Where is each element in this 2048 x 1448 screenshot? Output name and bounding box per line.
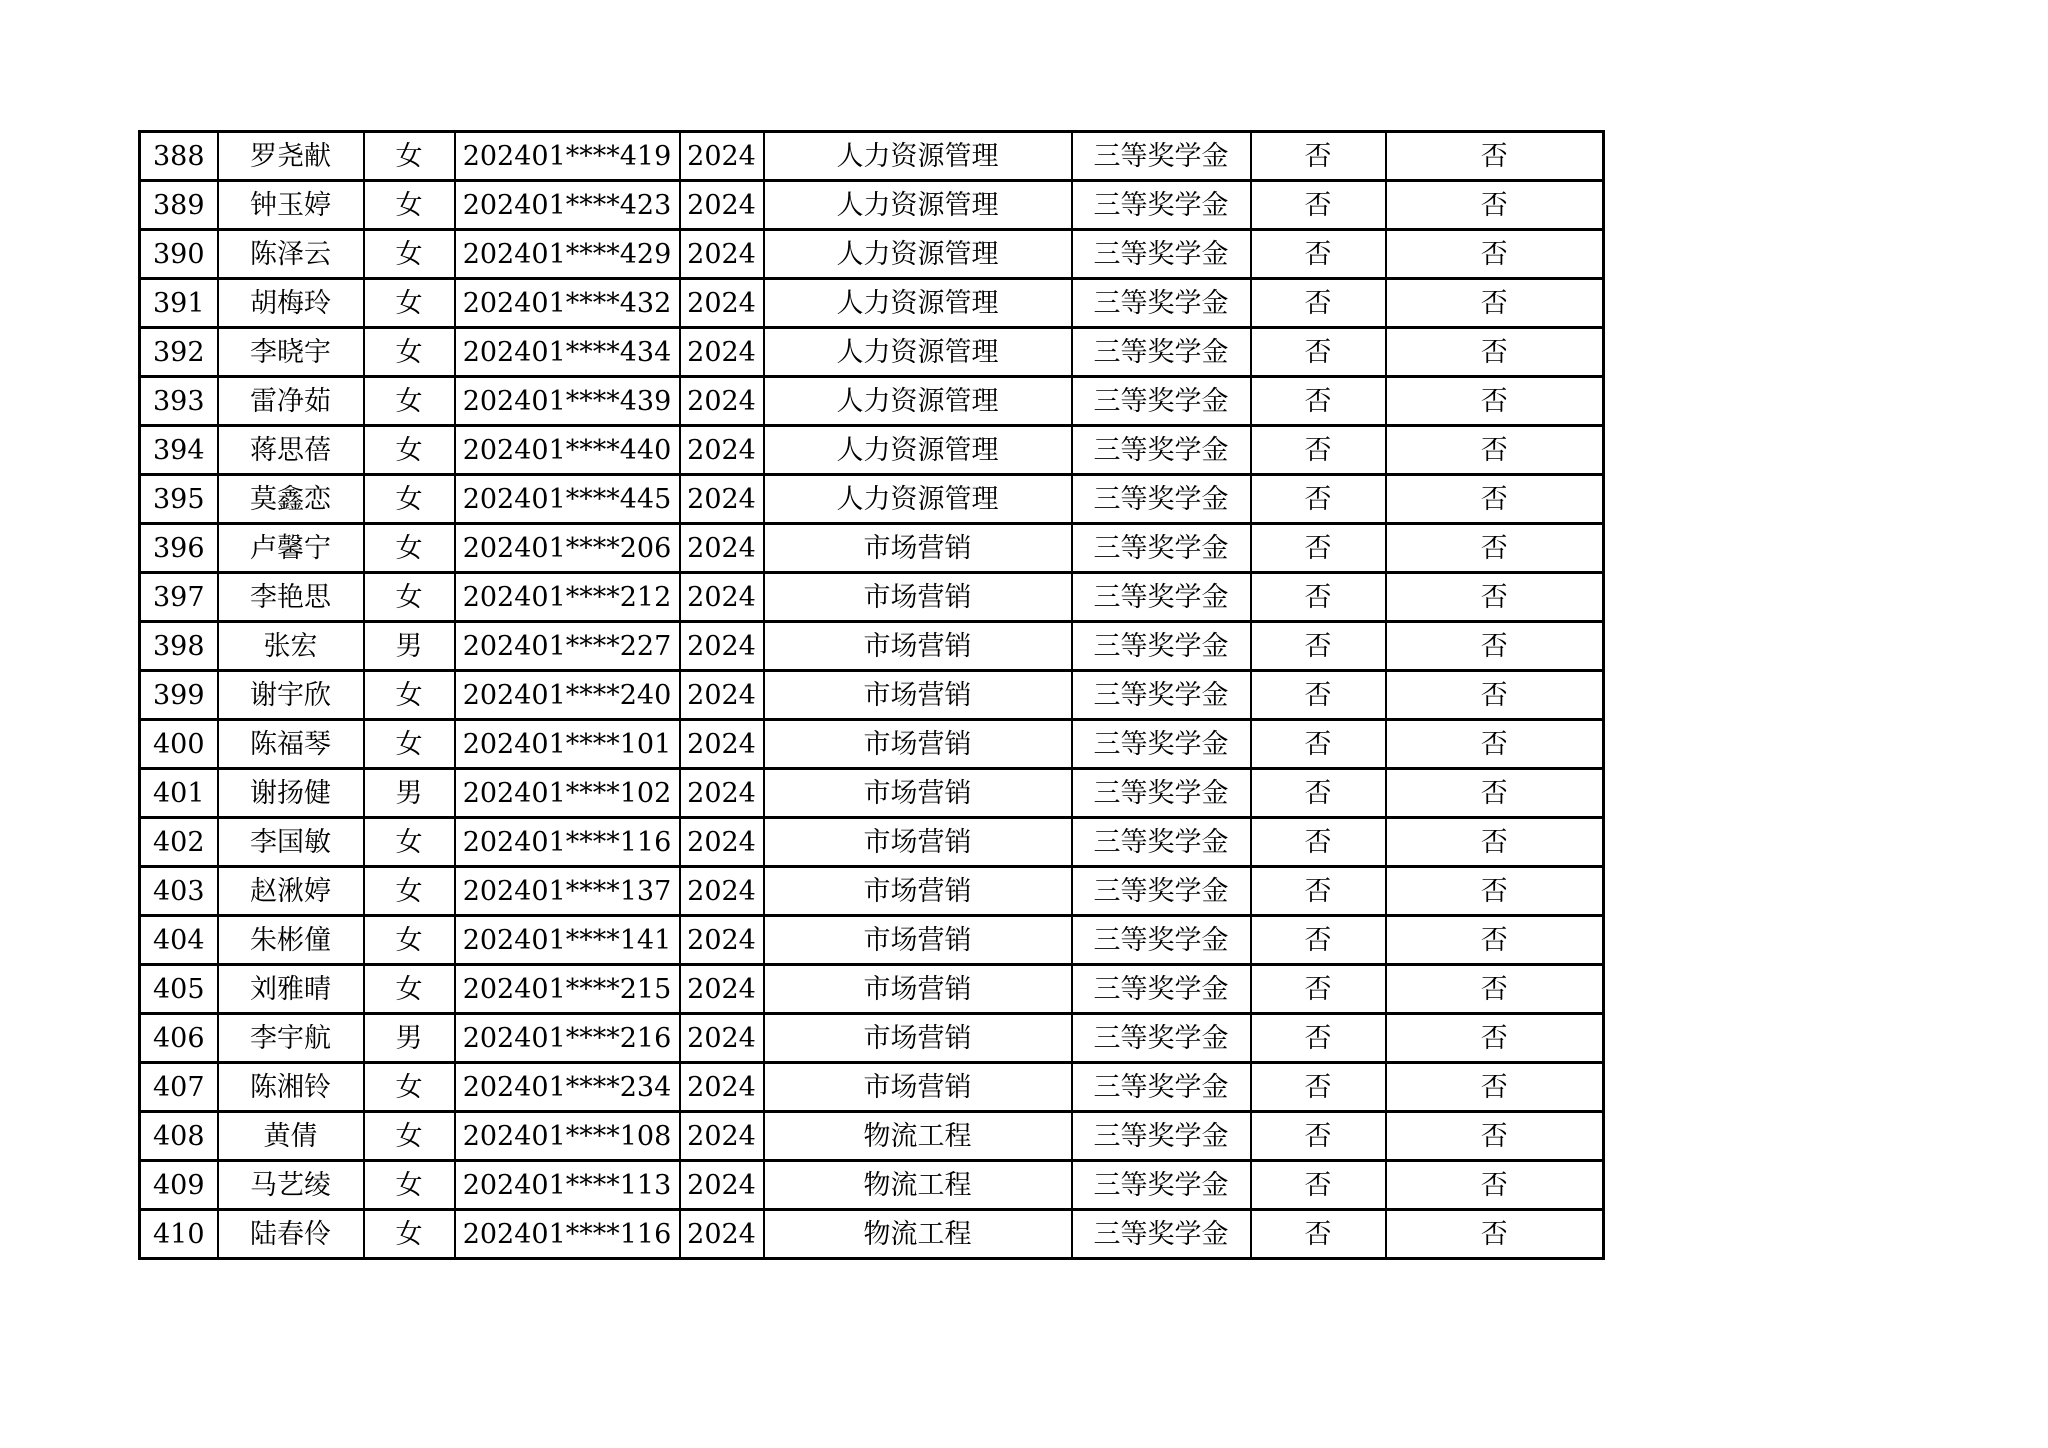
major-cell: 市场营销 [764, 524, 1072, 573]
flag-a-cell: 否 [1251, 1063, 1386, 1112]
enrollment-year-cell: 2024 [680, 181, 764, 230]
row-number-cell: 401 [140, 769, 218, 818]
row-number-cell: 399 [140, 671, 218, 720]
gender-cell: 女 [364, 377, 455, 426]
major-cell: 人力资源管理 [764, 426, 1072, 475]
flag-b-cell: 否 [1386, 328, 1604, 377]
enrollment-year-cell: 2024 [680, 1014, 764, 1063]
award-level-cell: 三等奖学金 [1072, 769, 1251, 818]
enrollment-year-cell: 2024 [680, 377, 764, 426]
enrollment-year-cell: 2024 [680, 1063, 764, 1112]
row-number-cell: 396 [140, 524, 218, 573]
flag-b-cell: 否 [1386, 181, 1604, 230]
student-name-cell: 谢扬健 [218, 769, 364, 818]
enrollment-year-cell: 2024 [680, 426, 764, 475]
student-id-cell: 202401****432 [455, 279, 680, 328]
major-cell: 市场营销 [764, 573, 1072, 622]
table-row [140, 132, 1604, 181]
scholarship-table-body [140, 132, 1604, 1259]
student-name-cell: 赵湫婷 [218, 867, 364, 916]
gender-cell: 女 [364, 818, 455, 867]
major-cell: 市场营销 [764, 1014, 1072, 1063]
gender-cell: 女 [364, 279, 455, 328]
award-level-cell: 三等奖学金 [1072, 965, 1251, 1014]
student-id-cell: 202401****116 [455, 818, 680, 867]
student-name-cell: 陈泽云 [218, 230, 364, 279]
student-name-cell: 雷净茹 [218, 377, 364, 426]
enrollment-year-cell: 2024 [680, 1112, 764, 1161]
enrollment-year-cell: 2024 [680, 671, 764, 720]
major-cell: 人力资源管理 [764, 377, 1072, 426]
award-level-cell: 三等奖学金 [1072, 867, 1251, 916]
major-cell: 市场营销 [764, 671, 1072, 720]
table-row [140, 867, 1604, 916]
award-level-cell: 三等奖学金 [1072, 622, 1251, 671]
row-number-cell: 400 [140, 720, 218, 769]
major-cell: 市场营销 [764, 769, 1072, 818]
flag-b-cell: 否 [1386, 573, 1604, 622]
student-name-cell: 蒋思蓓 [218, 426, 364, 475]
table-row [140, 1161, 1604, 1210]
student-id-cell: 202401****137 [455, 867, 680, 916]
enrollment-year-cell: 2024 [680, 524, 764, 573]
student-id-cell: 202401****434 [455, 328, 680, 377]
table-row [140, 818, 1604, 867]
major-cell: 市场营销 [764, 622, 1072, 671]
student-id-cell: 202401****206 [455, 524, 680, 573]
student-id-cell: 202401****101 [455, 720, 680, 769]
gender-cell: 女 [364, 965, 455, 1014]
gender-cell: 女 [364, 230, 455, 279]
flag-a-cell: 否 [1251, 1161, 1386, 1210]
table-row [140, 965, 1604, 1014]
flag-a-cell: 否 [1251, 1210, 1386, 1259]
gender-cell: 男 [364, 769, 455, 818]
award-level-cell: 三等奖学金 [1072, 1210, 1251, 1259]
flag-b-cell: 否 [1386, 1161, 1604, 1210]
flag-a-cell: 否 [1251, 1014, 1386, 1063]
student-id-cell: 202401****212 [455, 573, 680, 622]
row-number-cell: 405 [140, 965, 218, 1014]
major-cell: 人力资源管理 [764, 328, 1072, 377]
gender-cell: 女 [364, 1063, 455, 1112]
table-row [140, 1014, 1604, 1063]
gender-cell: 男 [364, 1014, 455, 1063]
student-name-cell: 钟玉婷 [218, 181, 364, 230]
row-number-cell: 404 [140, 916, 218, 965]
flag-b-cell: 否 [1386, 1063, 1604, 1112]
enrollment-year-cell: 2024 [680, 769, 764, 818]
gender-cell: 女 [364, 524, 455, 573]
enrollment-year-cell: 2024 [680, 818, 764, 867]
row-number-cell: 408 [140, 1112, 218, 1161]
flag-b-cell: 否 [1386, 622, 1604, 671]
row-number-cell: 393 [140, 377, 218, 426]
major-cell: 市场营销 [764, 916, 1072, 965]
award-level-cell: 三等奖学金 [1072, 426, 1251, 475]
gender-cell: 女 [364, 132, 455, 181]
flag-a-cell: 否 [1251, 181, 1386, 230]
table-row [140, 475, 1604, 524]
student-id-cell: 202401****141 [455, 916, 680, 965]
row-number-cell: 395 [140, 475, 218, 524]
enrollment-year-cell: 2024 [680, 867, 764, 916]
table-row [140, 426, 1604, 475]
student-name-cell: 李晓宇 [218, 328, 364, 377]
award-level-cell: 三等奖学金 [1072, 230, 1251, 279]
flag-b-cell: 否 [1386, 916, 1604, 965]
major-cell: 市场营销 [764, 867, 1072, 916]
enrollment-year-cell: 2024 [680, 279, 764, 328]
award-level-cell: 三等奖学金 [1072, 328, 1251, 377]
student-id-cell: 202401****445 [455, 475, 680, 524]
row-number-cell: 403 [140, 867, 218, 916]
flag-b-cell: 否 [1386, 475, 1604, 524]
major-cell: 市场营销 [764, 720, 1072, 769]
award-level-cell: 三等奖学金 [1072, 181, 1251, 230]
table-row [140, 671, 1604, 720]
flag-a-cell: 否 [1251, 965, 1386, 1014]
major-cell: 人力资源管理 [764, 132, 1072, 181]
gender-cell: 女 [364, 720, 455, 769]
flag-b-cell: 否 [1386, 965, 1604, 1014]
flag-a-cell: 否 [1251, 671, 1386, 720]
flag-b-cell: 否 [1386, 769, 1604, 818]
flag-b-cell: 否 [1386, 671, 1604, 720]
row-number-cell: 392 [140, 328, 218, 377]
student-name-cell: 李艳思 [218, 573, 364, 622]
student-id-cell: 202401****234 [455, 1063, 680, 1112]
major-cell: 市场营销 [764, 965, 1072, 1014]
table-row [140, 328, 1604, 377]
student-id-cell: 202401****215 [455, 965, 680, 1014]
table-row [140, 279, 1604, 328]
award-level-cell: 三等奖学金 [1072, 573, 1251, 622]
row-number-cell: 398 [140, 622, 218, 671]
gender-cell: 女 [364, 671, 455, 720]
award-level-cell: 三等奖学金 [1072, 132, 1251, 181]
award-level-cell: 三等奖学金 [1072, 818, 1251, 867]
row-number-cell: 389 [140, 181, 218, 230]
gender-cell: 女 [364, 1161, 455, 1210]
student-name-cell: 陈福琴 [218, 720, 364, 769]
major-cell: 物流工程 [764, 1161, 1072, 1210]
flag-a-cell: 否 [1251, 916, 1386, 965]
enrollment-year-cell: 2024 [680, 1210, 764, 1259]
award-level-cell: 三等奖学金 [1072, 1161, 1251, 1210]
flag-a-cell: 否 [1251, 426, 1386, 475]
student-name-cell: 胡梅玲 [218, 279, 364, 328]
gender-cell: 女 [364, 573, 455, 622]
student-name-cell: 谢宇欣 [218, 671, 364, 720]
flag-b-cell: 否 [1386, 1210, 1604, 1259]
flag-b-cell: 否 [1386, 1014, 1604, 1063]
flag-b-cell: 否 [1386, 426, 1604, 475]
table-row [140, 769, 1604, 818]
table-row [140, 916, 1604, 965]
flag-a-cell: 否 [1251, 818, 1386, 867]
table-row [140, 181, 1604, 230]
enrollment-year-cell: 2024 [680, 132, 764, 181]
student-id-cell: 202401****240 [455, 671, 680, 720]
table-row [140, 573, 1604, 622]
major-cell: 物流工程 [764, 1210, 1072, 1259]
student-id-cell: 202401****439 [455, 377, 680, 426]
gender-cell: 女 [364, 1210, 455, 1259]
row-number-cell: 391 [140, 279, 218, 328]
flag-a-cell: 否 [1251, 132, 1386, 181]
student-name-cell: 陈湘铃 [218, 1063, 364, 1112]
student-name-cell: 卢馨宁 [218, 524, 364, 573]
award-level-cell: 三等奖学金 [1072, 475, 1251, 524]
award-level-cell: 三等奖学金 [1072, 916, 1251, 965]
award-level-cell: 三等奖学金 [1072, 279, 1251, 328]
award-level-cell: 三等奖学金 [1072, 1112, 1251, 1161]
flag-b-cell: 否 [1386, 720, 1604, 769]
row-number-cell: 402 [140, 818, 218, 867]
enrollment-year-cell: 2024 [680, 573, 764, 622]
student-id-cell: 202401****429 [455, 230, 680, 279]
student-name-cell: 李国敏 [218, 818, 364, 867]
enrollment-year-cell: 2024 [680, 328, 764, 377]
major-cell: 市场营销 [764, 1063, 1072, 1112]
row-number-cell: 397 [140, 573, 218, 622]
gender-cell: 女 [364, 328, 455, 377]
row-number-cell: 394 [140, 426, 218, 475]
flag-b-cell: 否 [1386, 867, 1604, 916]
gender-cell: 女 [364, 475, 455, 524]
table-row [140, 1210, 1604, 1259]
award-level-cell: 三等奖学金 [1072, 720, 1251, 769]
gender-cell: 女 [364, 916, 455, 965]
student-id-cell: 202401****419 [455, 132, 680, 181]
enrollment-year-cell: 2024 [680, 916, 764, 965]
flag-b-cell: 否 [1386, 230, 1604, 279]
award-level-cell: 三等奖学金 [1072, 377, 1251, 426]
award-level-cell: 三等奖学金 [1072, 524, 1251, 573]
student-id-cell: 202401****108 [455, 1112, 680, 1161]
flag-b-cell: 否 [1386, 279, 1604, 328]
student-name-cell: 莫鑫恋 [218, 475, 364, 524]
flag-b-cell: 否 [1386, 132, 1604, 181]
flag-a-cell: 否 [1251, 377, 1386, 426]
flag-a-cell: 否 [1251, 1112, 1386, 1161]
flag-b-cell: 否 [1386, 524, 1604, 573]
student-name-cell: 罗尧献 [218, 132, 364, 181]
table-row [140, 377, 1604, 426]
major-cell: 物流工程 [764, 1112, 1072, 1161]
table-row [140, 622, 1604, 671]
award-level-cell: 三等奖学金 [1072, 671, 1251, 720]
row-number-cell: 410 [140, 1210, 218, 1259]
award-level-cell: 三等奖学金 [1072, 1063, 1251, 1112]
gender-cell: 女 [364, 867, 455, 916]
student-id-cell: 202401****440 [455, 426, 680, 475]
student-id-cell: 202401****216 [455, 1014, 680, 1063]
flag-a-cell: 否 [1251, 475, 1386, 524]
major-cell: 人力资源管理 [764, 279, 1072, 328]
gender-cell: 女 [364, 181, 455, 230]
flag-b-cell: 否 [1386, 377, 1604, 426]
row-number-cell: 409 [140, 1161, 218, 1210]
gender-cell: 女 [364, 1112, 455, 1161]
flag-a-cell: 否 [1251, 573, 1386, 622]
student-name-cell: 刘雅晴 [218, 965, 364, 1014]
table-row [140, 1063, 1604, 1112]
table-row [140, 524, 1604, 573]
major-cell: 人力资源管理 [764, 181, 1072, 230]
row-number-cell: 407 [140, 1063, 218, 1112]
student-name-cell: 黄倩 [218, 1112, 364, 1161]
scholarship-table [138, 130, 1605, 1260]
flag-b-cell: 否 [1386, 1112, 1604, 1161]
student-id-cell: 202401****227 [455, 622, 680, 671]
flag-a-cell: 否 [1251, 867, 1386, 916]
enrollment-year-cell: 2024 [680, 1161, 764, 1210]
enrollment-year-cell: 2024 [680, 475, 764, 524]
row-number-cell: 406 [140, 1014, 218, 1063]
flag-a-cell: 否 [1251, 720, 1386, 769]
enrollment-year-cell: 2024 [680, 622, 764, 671]
student-id-cell: 202401****116 [455, 1210, 680, 1259]
table-row [140, 720, 1604, 769]
table-row [140, 230, 1604, 279]
row-number-cell: 390 [140, 230, 218, 279]
flag-a-cell: 否 [1251, 230, 1386, 279]
flag-a-cell: 否 [1251, 279, 1386, 328]
award-level-cell: 三等奖学金 [1072, 1014, 1251, 1063]
student-id-cell: 202401****102 [455, 769, 680, 818]
student-name-cell: 李宇航 [218, 1014, 364, 1063]
flag-a-cell: 否 [1251, 524, 1386, 573]
student-name-cell: 张宏 [218, 622, 364, 671]
enrollment-year-cell: 2024 [680, 720, 764, 769]
student-id-cell: 202401****113 [455, 1161, 680, 1210]
table-row [140, 1112, 1604, 1161]
flag-a-cell: 否 [1251, 328, 1386, 377]
major-cell: 市场营销 [764, 818, 1072, 867]
enrollment-year-cell: 2024 [680, 965, 764, 1014]
gender-cell: 男 [364, 622, 455, 671]
flag-b-cell: 否 [1386, 818, 1604, 867]
student-name-cell: 马艺绫 [218, 1161, 364, 1210]
major-cell: 人力资源管理 [764, 230, 1072, 279]
student-name-cell: 陆春伶 [218, 1210, 364, 1259]
enrollment-year-cell: 2024 [680, 230, 764, 279]
major-cell: 人力资源管理 [764, 475, 1072, 524]
student-id-cell: 202401****423 [455, 181, 680, 230]
row-number-cell: 388 [140, 132, 218, 181]
flag-a-cell: 否 [1251, 769, 1386, 818]
gender-cell: 女 [364, 426, 455, 475]
student-name-cell: 朱彬僮 [218, 916, 364, 965]
flag-a-cell: 否 [1251, 622, 1386, 671]
